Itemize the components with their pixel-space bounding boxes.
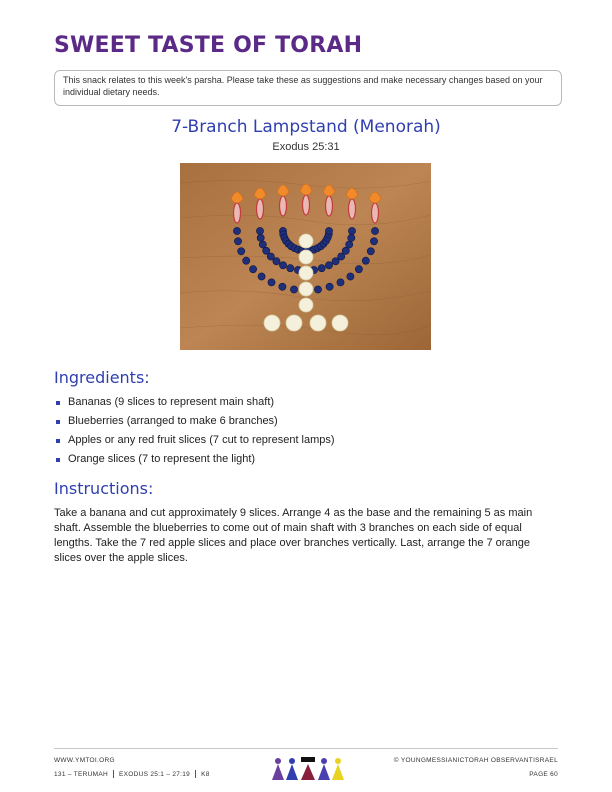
ingredient-text: Blueberries (arranged to make 6 branches) bbox=[68, 415, 278, 427]
recipe-title: 7-Branch Lampstand (Menorah) bbox=[171, 117, 441, 137]
blueberry bbox=[238, 248, 245, 255]
banana-slice bbox=[286, 315, 302, 331]
banana-slice bbox=[299, 234, 313, 248]
blueberry bbox=[279, 262, 286, 269]
instructions-text: Take a banana and cut approximately 9 slices. Arrange 4 as the base and the remaining 5 as main shaft. Assemble the blueberries to come out of main shaft with 3 branches on each side of equal lengths. Take the 7 red apple slices and place over branches vertically. Last, arrange the 7 orange slices over the apple slices. bbox=[54, 507, 533, 564]
apple-slice bbox=[234, 203, 241, 223]
banana-slice bbox=[332, 315, 348, 331]
banana-slice bbox=[310, 315, 326, 331]
blueberry bbox=[370, 238, 377, 245]
parsha-note: This snack relates to this week's parsha. Please take these as suggestions and make necessary changes based on your individual dietary needs. bbox=[54, 70, 562, 106]
apple-slice bbox=[372, 203, 379, 223]
apple-slice bbox=[303, 195, 310, 215]
footer-passage: EXODUS 25:1 – 27:19 bbox=[119, 771, 191, 778]
blueberry bbox=[371, 227, 378, 234]
blueberry bbox=[287, 265, 294, 272]
blueberry bbox=[318, 265, 325, 272]
footer-divider bbox=[54, 748, 558, 749]
blueberry bbox=[256, 227, 263, 234]
blueberry bbox=[233, 227, 240, 234]
ymtoi-logo-icon bbox=[268, 752, 348, 782]
banana-slice bbox=[299, 282, 313, 296]
blueberry bbox=[290, 286, 297, 293]
apple-slice bbox=[349, 199, 356, 219]
footer-lesson: 131 – TERUMAH bbox=[54, 771, 108, 778]
blueberry bbox=[314, 286, 321, 293]
blueberry bbox=[355, 266, 362, 273]
ingredient-text: Bananas (9 slices to represent main shaft) bbox=[68, 396, 275, 408]
blueberry bbox=[326, 283, 333, 290]
banana-slice bbox=[299, 266, 313, 280]
page-number: PAGE 60 bbox=[529, 771, 558, 778]
blueberry bbox=[362, 257, 369, 264]
apple-slice bbox=[280, 196, 287, 216]
scripture-reference: Exodus 25:31 bbox=[272, 141, 340, 153]
instructions-heading: Instructions: bbox=[54, 479, 154, 498]
blueberry bbox=[337, 279, 344, 286]
blueberry bbox=[325, 262, 332, 269]
page-title: SWEET TASTE OF TORAH bbox=[54, 33, 363, 58]
apple-slice bbox=[326, 196, 333, 216]
footer-separator bbox=[195, 770, 196, 778]
blueberry bbox=[268, 279, 275, 286]
ingredient-text: Apples or any red fruit slices (7 cut to represent lamps) bbox=[68, 434, 335, 446]
ingredients-list bbox=[54, 393, 335, 469]
list-item bbox=[54, 412, 335, 431]
footer-right bbox=[394, 754, 558, 782]
list-item bbox=[54, 450, 335, 469]
blueberry bbox=[273, 258, 280, 265]
footer-level: K8 bbox=[201, 771, 210, 778]
list-item bbox=[54, 393, 335, 412]
footer-left bbox=[54, 754, 210, 782]
bullet-icon bbox=[56, 401, 60, 405]
blueberry bbox=[346, 241, 353, 248]
footer-separator bbox=[113, 770, 114, 778]
blueberry bbox=[250, 266, 257, 273]
blueberry bbox=[348, 227, 355, 234]
blueberry bbox=[234, 238, 241, 245]
menorah-snack-photo bbox=[180, 163, 431, 350]
apple-slice bbox=[257, 199, 264, 219]
banana-slice bbox=[299, 250, 313, 264]
blueberry bbox=[257, 234, 264, 241]
blueberry bbox=[243, 257, 250, 264]
ingredients-heading: Ingredients: bbox=[54, 368, 150, 387]
bullet-icon bbox=[56, 420, 60, 424]
ingredient-text: Orange slices (7 to represent the light) bbox=[68, 453, 256, 465]
blueberry bbox=[279, 283, 286, 290]
blueberry bbox=[325, 227, 332, 234]
footer-website-link[interactable]: WWW.YMTOI.ORG bbox=[54, 757, 115, 764]
blueberry bbox=[348, 234, 355, 241]
footer-lesson-info bbox=[54, 768, 210, 782]
bullet-icon bbox=[56, 439, 60, 443]
blueberry bbox=[347, 273, 354, 280]
blueberry bbox=[367, 248, 374, 255]
list-item bbox=[54, 431, 335, 450]
blueberry bbox=[258, 273, 265, 280]
banana-slice bbox=[264, 315, 280, 331]
bullet-icon bbox=[56, 458, 60, 462]
footer-copyright: © YOUNGMESSIANICTORAH OBSERVANTISRAEL bbox=[393, 757, 558, 764]
banana-slice bbox=[299, 298, 313, 312]
